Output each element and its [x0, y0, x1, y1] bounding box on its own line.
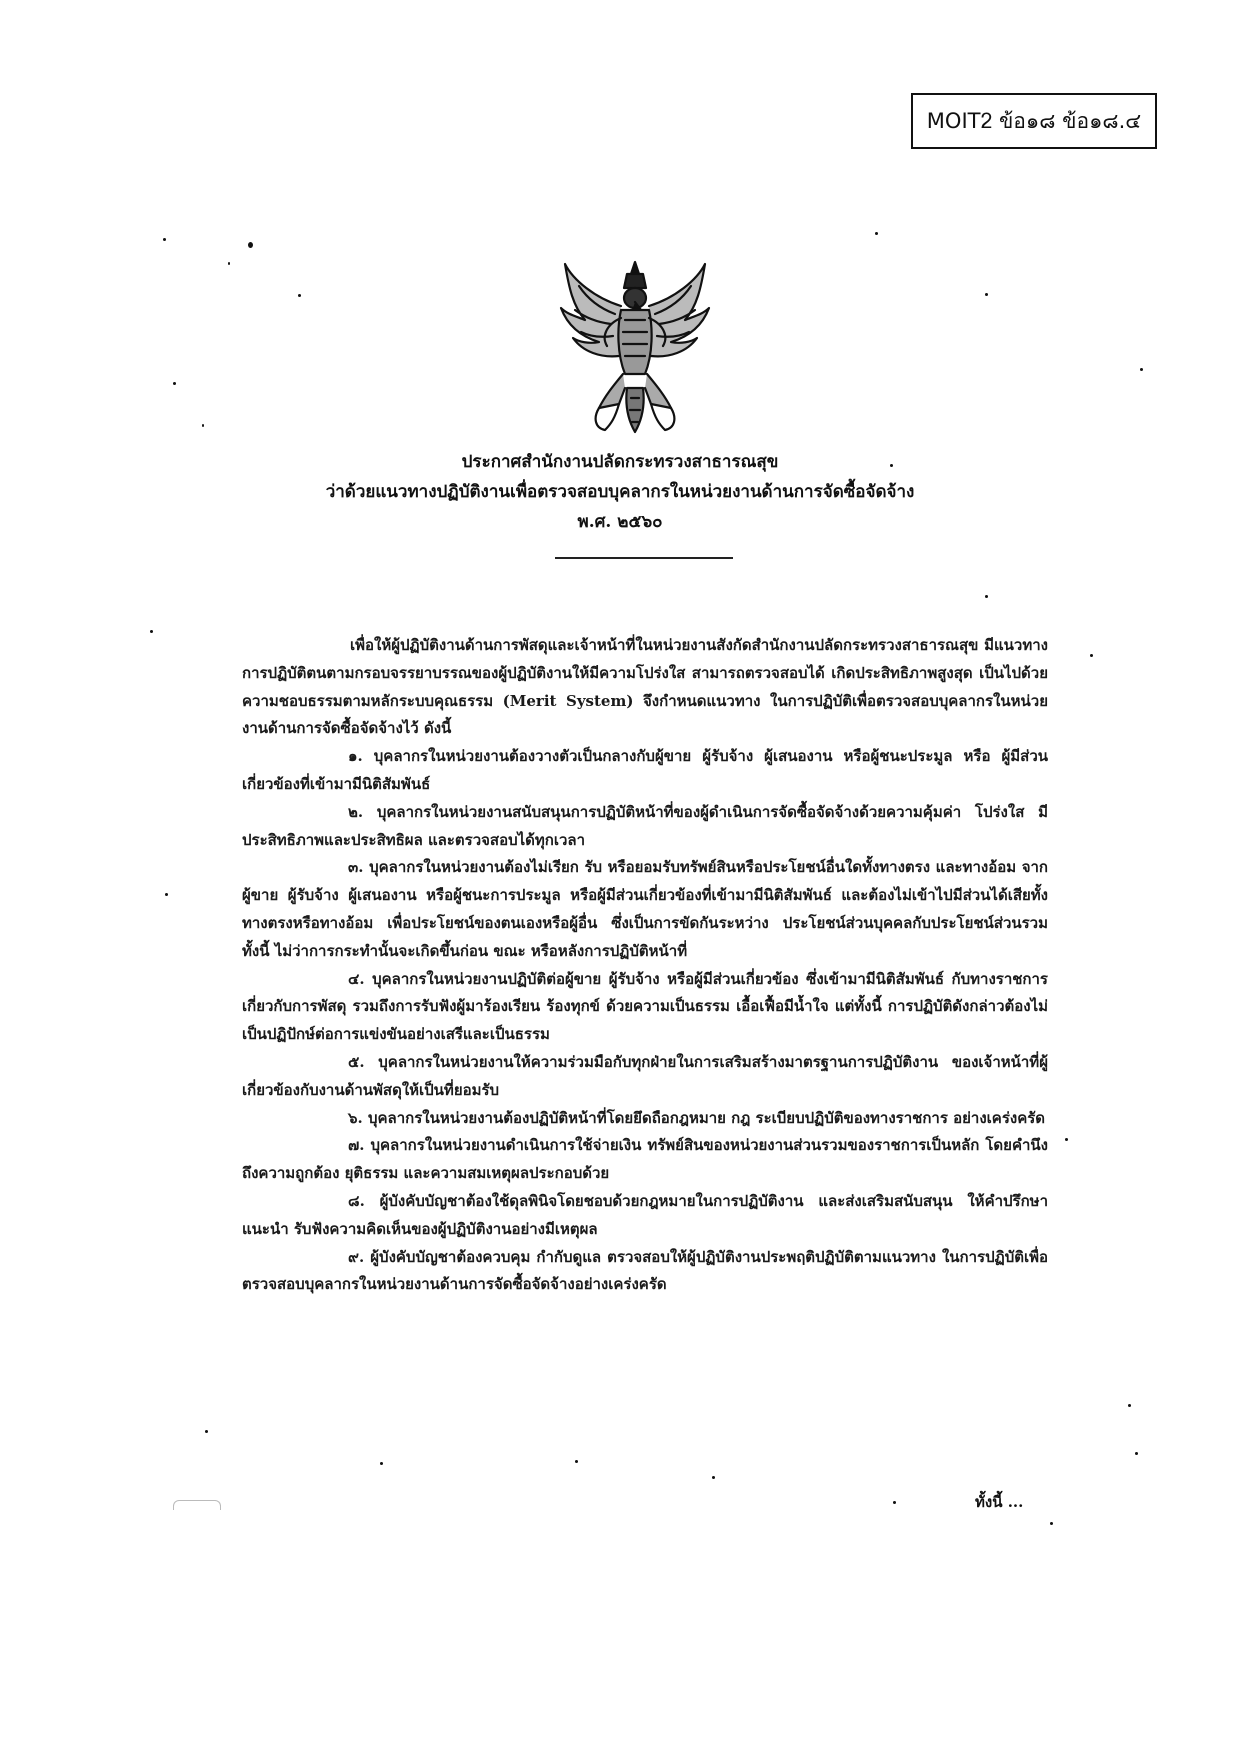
scan-speck — [1135, 1452, 1138, 1455]
announcement-year: พ.ศ. ๒๕๖๐ — [577, 512, 663, 532]
scan-speck — [150, 630, 153, 633]
scan-speck — [202, 424, 204, 427]
scan-speck — [1140, 368, 1143, 371]
garuda-emblem-icon — [555, 258, 715, 436]
scan-speck — [228, 262, 230, 265]
scan-speck — [893, 1501, 896, 1504]
announcement-body — [242, 632, 1048, 1299]
clause-8: ๘. ผู้บังคับบัญชาต้องใช้ดุลพินิจโดยชอบด้วยกฎหมายในการปฏิบัติงาน และส่งเสริมสนับสนุน ให้คำปรึกษา แนะนำ รับฟังความคิดเห็นของผู้ปฏิบัติงานอย่างมีเหตุผล — [242, 1191, 1048, 1238]
clause-6: ๖. บุคลากรในหน่วยงานต้องปฏิบัติหน้าที่โดยยึดถือกฎหมาย กฎ ระเบียบปฏิบัติของทางราชการ อย่างเคร่งครัด — [348, 1108, 1046, 1127]
scan-speck — [163, 238, 166, 241]
announcement-header — [230, 447, 1010, 537]
reference-box: MOITᒿ ข้อ๑๘ ข้อ๑๘.๔ — [911, 93, 1157, 149]
continuation-marker: ทั้งนี้ ... — [975, 1493, 1024, 1511]
scan-speck — [248, 242, 253, 248]
scan-speck — [575, 1460, 578, 1463]
clause-9: ๙. ผู้บังคับบัญชาต้องควบคุม กำกับดูแล ตรวจสอบให้ผู้ปฏิบัติงานประพฤติปฏิบัติตามแนวทาง ในการปฏิบัติเพื่อตรวจสอบบุคลากรในหน่วยงานด้านการจัดซื้อจัดจ้างอย่างเคร่งครัด — [242, 1247, 1048, 1294]
scan-speck — [875, 232, 878, 235]
clause-4: ๔. บุคลากรในหน่วยงานปฏิบัติต่อผู้ขาย ผู้รับจ้าง หรือผู้มีส่วนเกี่ยวข้อง ซึ่งเข้ามามีนิติสัมพันธ์ กับทางราชการเกี่ยวกับการพัสดุ รวมถึงการรับฟังผู้มาร้องเรียน ร้องทุกข์ ด้วยความเป็นธรรม เอื้อเฟื้อมีน้ำใจ แต่ทั้งนี้ การปฏิบัติดังกล่าวต้องไม่เป็นปฏิปักษ์ต่อการแข่งขันอย่างเสรีและเป็นธรรม — [242, 969, 1048, 1044]
scan-speck — [298, 294, 301, 297]
scan-speck — [712, 1476, 715, 1479]
scan-speck — [985, 595, 988, 598]
scan-speck — [173, 382, 176, 385]
scan-artifact — [173, 1500, 221, 1510]
clause-7: ๗. บุคลากรในหน่วยงานดำเนินการใช้จ่ายเงิน ทรัพย์สินของหน่วยงานส่วนรวมของราชการเป็นหลัก โดยคำนึงถึงความถูกต้อง ยุติธรรม และความสมเหตุผลประกอบด้วย — [242, 1136, 1048, 1183]
scan-speck — [1128, 1404, 1131, 1407]
scan-speck — [985, 293, 988, 296]
scan-speck — [1090, 654, 1093, 657]
scan-speck — [380, 1462, 383, 1465]
announcement-title: ประกาศสำนักงานปลัดกระทรวงสาธารณสุข — [461, 452, 779, 472]
intro-paragraph: เพื่อให้ผู้ปฏิบัติงานด้านการพัสดุและเจ้าหน้าที่ในหน่วยงานสังกัดสำนักงานปลัดกระทรวงสาธารณสุข มีแนวทางการปฏิบัติตนตามกรอบจรรยาบรรณของผู้ปฏิบัติงานให้มีความโปร่งใส สามารถตรวจสอบได้ เกิดประสิทธิภาพสูงสุด เป็นไปด้วยความชอบธรรมตามหลักระบบคุณธรรม (Merit System) จึงกำหนดแนวทาง ในการปฏิบัติเพื่อตรวจสอบบุคลากรในหน่วยงานด้านการจัดซื้อจัดจ้างไว้ ดังนี้ — [242, 636, 1048, 738]
scan-speck — [890, 464, 893, 467]
announcement-subject: ว่าด้วยแนวทางปฏิบัติงานเพื่อตรวจสอบบุคลากรในหน่วยงานด้านการจัดซื้อจัดจ้าง — [325, 482, 915, 502]
scan-speck — [1050, 1522, 1053, 1525]
header-divider — [555, 557, 733, 559]
clause-5: ๕. บุคลากรในหน่วยงานให้ความร่วมมือกับทุกฝ่ายในการเสริมสร้างมาตรฐานการปฏิบัติงาน ของเจ้าหน้าที่ผู้เกี่ยวข้องกับงานด้านพัสดุให้เป็นที่ยอมรับ — [242, 1052, 1048, 1099]
clause-1: ๑. บุคลากรในหน่วยงานต้องวางตัวเป็นกลางกับผู้ขาย ผู้รับจ้าง ผู้เสนองาน หรือผู้ชนะประมูล หรือ ผู้มีส่วนเกี่ยวข้องที่เข้ามามีนิติสัมพันธ์ — [242, 747, 1048, 793]
scan-speck — [1065, 1138, 1068, 1141]
scan-speck — [205, 1430, 208, 1433]
clause-2: ๒. บุคลากรในหน่วยงานสนับสนุนการปฏิบัติหน้าที่ของผู้ดำเนินการจัดซื้อจัดจ้างด้วยความคุ้มค่า โปร่งใส มีประสิทธิภาพและประสิทธิผล และตรวจสอบได้ทุกเวลา — [242, 802, 1048, 849]
clause-3: ๓. บุคลากรในหน่วยงานต้องไม่เรียก รับ หรือยอมรับทรัพย์สินหรือประโยชน์อื่นใดทั้งทางตรง และทางอ้อม จากผู้ขาย ผู้รับจ้าง ผู้เสนองาน หรือผู้ชนะการประมูล หรือผู้มีส่วนเกี่ยวข้องที่เข้ามามีนิติสัมพันธ์ และต้องไม่เข้าไปมีส่วนได้เสียทั้งทางตรงหรือทางอ้อม เพื่อประโยชน์ของตนเองหรือผู้อื่น ซึ่งเป็นการขัดกันระหว่าง ประโยชน์ส่วนบุคคลกับประโยชน์ส่วนรวม ทั้งนี้ ไม่ว่าการกระทำนั้นจะเกิดขึ้นก่อน ขณะ หรือหลังการปฏิบัติหน้าที่ — [242, 858, 1048, 960]
scan-speck — [165, 893, 168, 896]
